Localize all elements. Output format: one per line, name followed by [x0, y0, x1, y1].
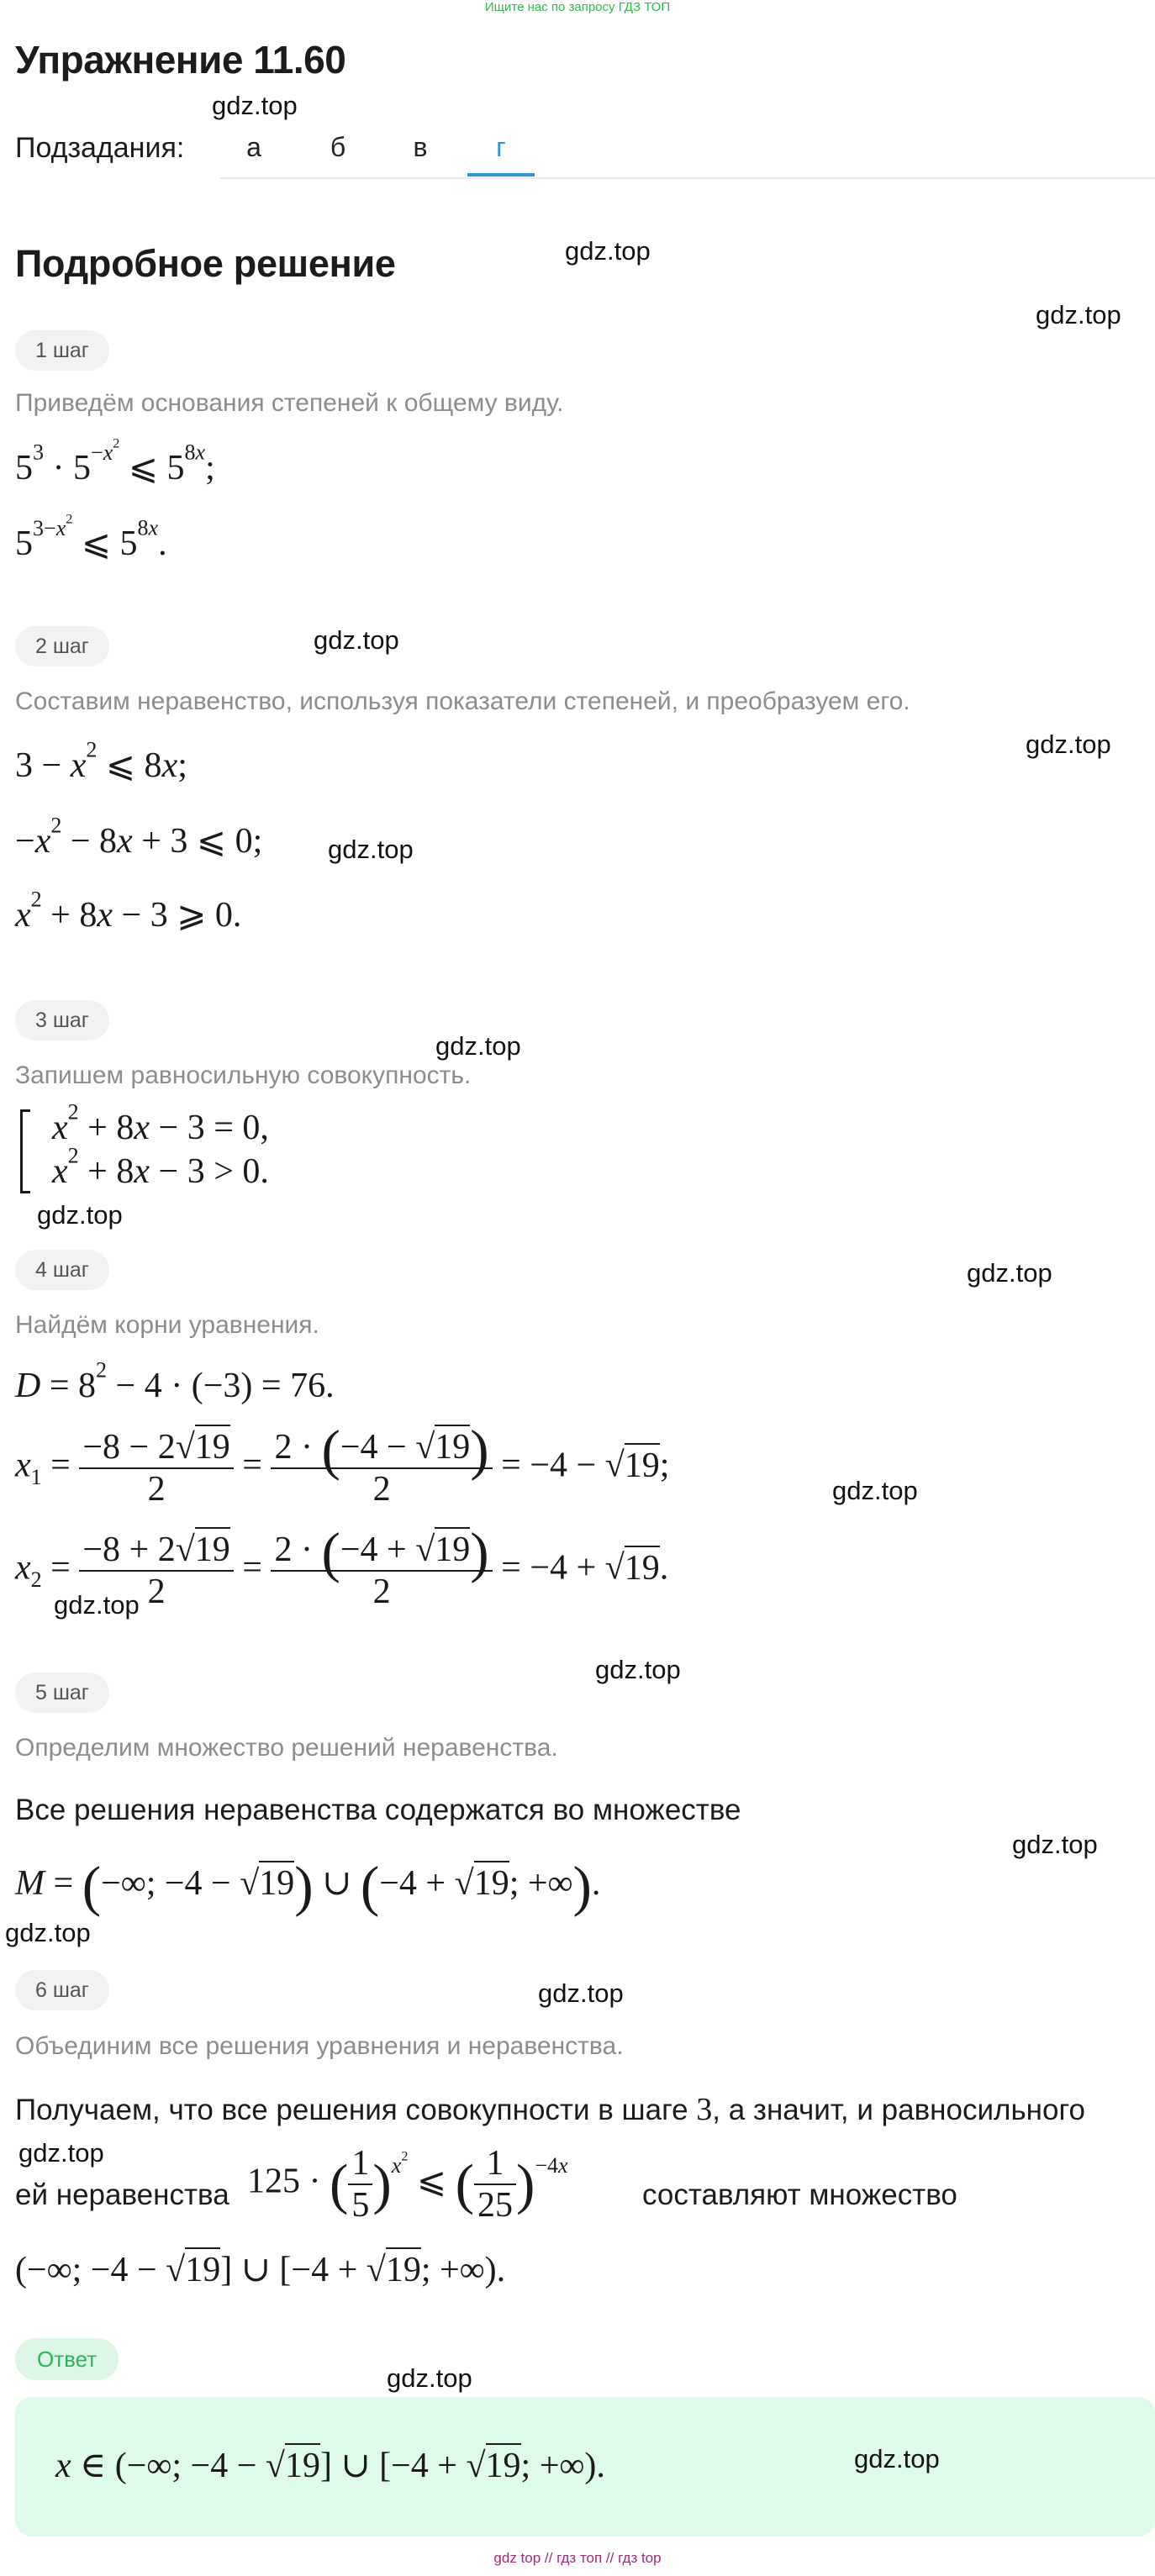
watermark: gdz.top — [5, 1918, 91, 1947]
watermark: gdz.top — [37, 1200, 123, 1230]
solution-title: Подробное решение — [15, 242, 396, 285]
subtasks-label: Подзадания: — [15, 132, 185, 164]
watermark: gdz.top — [967, 1258, 1052, 1288]
watermark: gdz.top — [314, 625, 399, 655]
step-1-formula-2: $5^{3-x^2}$ ⩽ $5^{8x}$. — [15, 512, 167, 563]
answer-badge: Ответ — [15, 2338, 119, 2380]
tab-v[interactable]: в — [413, 132, 428, 162]
step-2-description: Составим неравенство, используя показатели степеней, и преобразуем его. — [15, 687, 910, 715]
step-5-badge: 5 шаг — [15, 1673, 109, 1713]
watermark: gdz.top — [565, 236, 651, 266]
step-4-discriminant: $D = 8^2 - 4 \cdot (-3) = 76$. — [15, 1357, 335, 1405]
active-tab-indicator — [467, 173, 535, 176]
step-6-text-2a: ей неравенства — [15, 2178, 229, 2211]
step-3-formula-2: $x^2 + 8x - 3 > 0$. — [52, 1143, 269, 1191]
step-6-badge: 6 шаг — [15, 1970, 109, 2010]
watermark: gdz.top — [595, 1655, 681, 1684]
bottom-banner[interactable]: gdz top // гдз топ // гдз top — [493, 2550, 662, 2566]
answer-formula: x ∈ (−∞; −4 − √19] ∪ [−4 + √19; +∞). — [55, 2444, 605, 2486]
step-2-badge: 2 шаг — [15, 626, 109, 666]
watermark: gdz.top — [1036, 300, 1121, 329]
step-6-text-1a: Получаем, что все решения совокупности в шаге — [15, 2094, 688, 2126]
step-6-step-number: 3 — [696, 2092, 713, 2127]
exercise-title: Упражнение 11.60 — [15, 38, 346, 82]
tab-b[interactable]: б — [330, 132, 346, 162]
step-6-text-line-1 — [15, 2091, 1085, 2128]
watermark: gdz.top — [854, 2444, 940, 2473]
subtasks-tabs — [220, 120, 1155, 179]
watermark: gdz.top — [328, 835, 414, 864]
step-5-set-formula: M = (−∞; −4 − √19) ∪ (−4 + √19; +∞). — [15, 1854, 601, 1918]
watermark: gdz.top — [1012, 1830, 1098, 1859]
step-2-formula-3: $x^2 + 8x - 3$ ⩾ 0. — [15, 887, 242, 935]
watermark: gdz.top — [832, 1476, 918, 1505]
watermark: gdz.top — [387, 2363, 472, 2393]
step-4-root-1: $x_1$ = $\frac{-8 - 2√19}{2}$ = $\frac{2 \cdot (-4 - √19)}{2}$ = −4 − √19; — [15, 1418, 670, 1509]
step-4-description: Найдём корни уравнения. — [15, 1311, 319, 1339]
watermark: gdz.top — [538, 1978, 624, 2008]
step-4-badge: 4 шаг — [15, 1250, 109, 1290]
watermark: gdz.top — [1026, 730, 1111, 759]
watermark: gdz.top — [18, 2138, 104, 2168]
step-3-description: Запишем равносильную совокупность. — [15, 1061, 472, 1089]
step-6-set-formula: (−∞; −4 − √19] ∪ [−4 + √19; +∞). — [15, 2248, 505, 2290]
top-banner[interactable]: Ищите нас по запросу ГДЗ ТОП — [484, 0, 671, 14]
watermark: gdz.top — [54, 1590, 140, 1620]
step-3-badge: 3 шаг — [15, 1000, 109, 1040]
step-4-root-2: $x_2$ = $\frac{-8 + 2√19}{2}$ = $\frac{2 \cdot (-4 + √19)}{2}$ = −4 + √19. — [15, 1520, 669, 1611]
step-1-badge: 1 шаг — [15, 330, 109, 371]
watermark: gdz.top — [212, 91, 298, 120]
watermark: gdz.top — [435, 1031, 521, 1061]
step-6-text-2b: составляют множество — [642, 2178, 957, 2211]
step-6-description: Объединим все решения уравнения и неравенства. — [15, 2032, 624, 2060]
tab-g[interactable]: г — [496, 132, 506, 162]
step-6-text-1b: , а значит, и равносильного — [712, 2094, 1085, 2126]
tab-a[interactable]: а — [246, 132, 261, 162]
step-5-text: Все решения неравенства содержатся во множестве — [15, 1794, 741, 1826]
step-1-formula-1: $5^3 \cdot 5^{-x^2}$ ⩽ $5^{8x}$; — [15, 436, 215, 487]
step-3-formula-1: $x^2 + 8x - 3 = 0$, — [52, 1099, 269, 1147]
set-union-bracket — [20, 1109, 30, 1193]
step-1-description: Приведём основания степеней к общему виду. — [15, 389, 564, 417]
step-2-formula-1: $3 - x^2$ ⩽ 8x; — [15, 737, 187, 785]
step-6-inequality: 125 · ( $\frac{1}{5}$ )$^{x^2}$ ⩽ ( $\frac{1}{25}$ )$^{-4x}$ — [247, 2144, 568, 2225]
step-5-description: Определим множество решений неравенства. — [15, 1734, 558, 1762]
step-2-formula-2: $-x^2 - 8x + 3$ ⩽ 0; — [15, 813, 263, 861]
